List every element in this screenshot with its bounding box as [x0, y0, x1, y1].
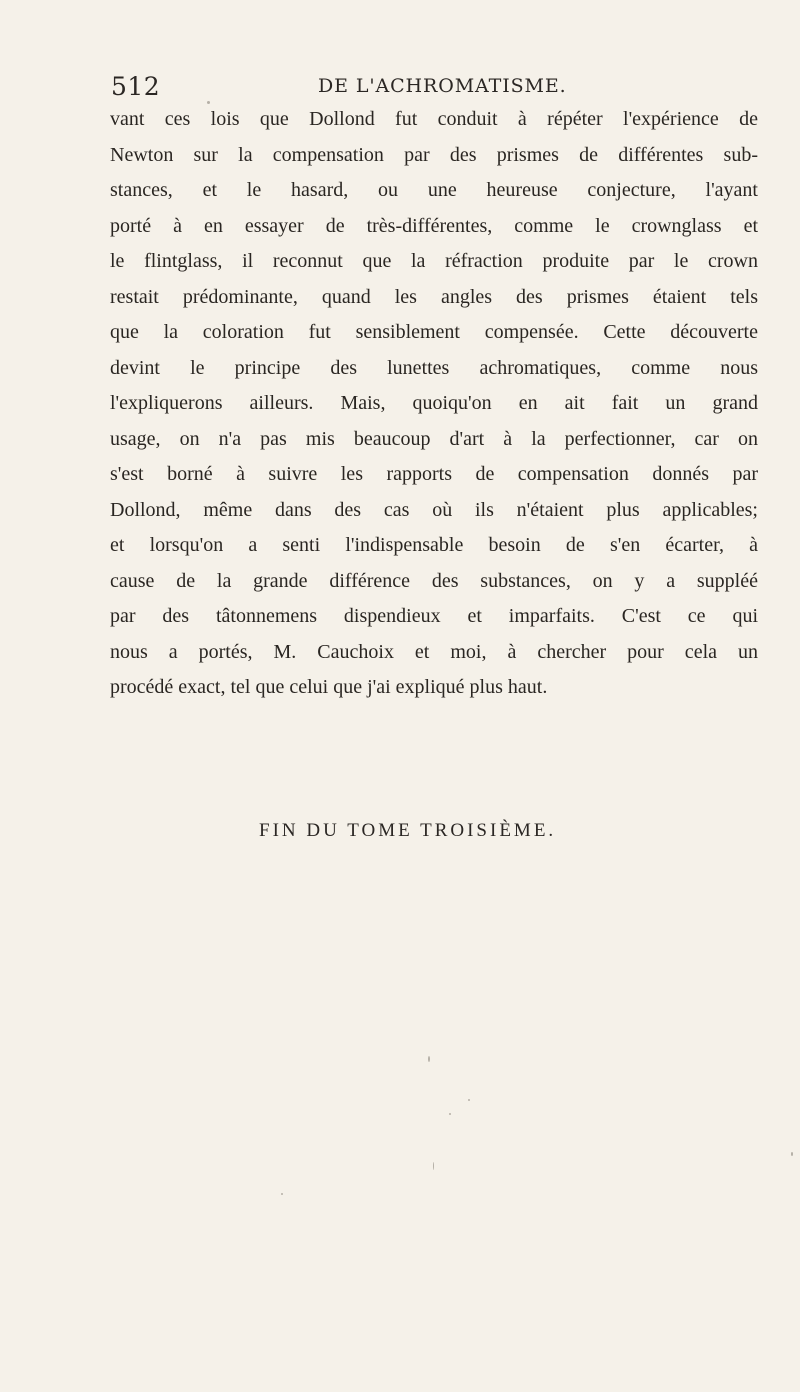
- paper-speck: [281, 1193, 283, 1195]
- text-line: le flintglass, il reconnut que la réfraction produite par le crown: [110, 250, 758, 272]
- paper-speck: [468, 1099, 470, 1101]
- text-line: que la coloration fut sensiblement compensée. Cette découverte: [110, 321, 758, 343]
- page-number: 512: [111, 72, 161, 101]
- text-line: usage, on n'a pas mis beaucoup d'art à la perfectionner, car on: [110, 427, 758, 450]
- text-line: restait prédominante, quand les angles des prismes étaient tels: [110, 285, 758, 308]
- text-line: vant ces lois que Dollond fut conduit à répéter l'expérience de: [110, 108, 758, 130]
- text-line: cause de la grande différence des substances, on y a suppléé: [110, 569, 758, 592]
- text-line: procédé exact, tel que celui que j'ai expliqué plus haut.: [110, 676, 548, 698]
- text-line: nous a portés, M. Cauchoix et moi, à chercher pour cela un: [110, 640, 758, 663]
- body-paragraph: [110, 102, 758, 706]
- text-line: devint le principe des lunettes achromatiques, comme nous: [110, 356, 758, 379]
- text-line: Newton sur la compensation par des prismes de différentes sub-: [110, 143, 758, 166]
- colophon: FIN DU TOME TROISIÈME.: [259, 820, 557, 841]
- paper-speck: [207, 101, 210, 104]
- paper-speck: [433, 1162, 434, 1170]
- paper-speck: [449, 1113, 451, 1115]
- text-line: porté à en essayer de très-différentes, comme le crownglass et: [110, 214, 758, 237]
- paper-speck: [791, 1152, 793, 1156]
- text-line: s'est borné à suivre les rapports de compensation donnés par: [110, 463, 758, 485]
- text-line: stances, et le hasard, ou une heureuse conjecture, l'ayant: [110, 179, 758, 201]
- text-line: et lorsqu'on a senti l'indispensable besoin de s'en écarter, à: [110, 534, 758, 556]
- text-line: Dollond, même dans des cas où ils n'étaient plus applicables;: [110, 498, 758, 521]
- text-line: l'expliquerons ailleurs. Mais, quoiqu'on en ait fait un grand: [110, 392, 758, 414]
- text-line: par des tâtonnemens dispendieux et imparfaits. C'est ce qui: [110, 605, 758, 627]
- running-head: DE L'ACHROMATISME.: [318, 75, 567, 97]
- paper-speck: [428, 1056, 430, 1062]
